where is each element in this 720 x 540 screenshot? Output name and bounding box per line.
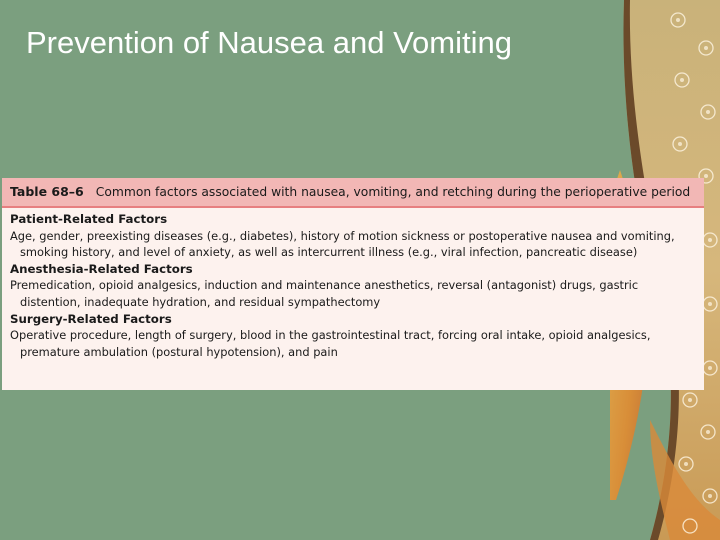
section-text-anesthesia: Premedication, opioid analgesics, induction and maintenance anesthetics, reversal (antagonist) drugs, gastric distention, inadequate hydration, and residual sympathectomy [10,278,639,309]
table-caption: Common factors associated with nausea, vomiting, and retching during the perioperative period [95,184,691,199]
section-heading-anesthesia: Anesthesia-Related Factors [10,261,193,276]
slide-title: Prevention of Nausea and Vomiting [26,25,512,60]
table-header [2,178,704,208]
section-heading-patient: Patient-Related Factors [10,212,168,226]
section-text-patient: Age, gender, preexisting diseases (e.g., diabetes), history of motion sickness or postoperative nausea and vomiting, smoking history, and level of anxiety, as well as intercurrent illness (e.g., viral infection, pancreatic disease) [10,228,675,260]
table-body [2,208,704,360]
table-number: Table 68–6 [10,183,84,199]
section-text-surgery: Operative procedure, length of surgery, blood in the gastrointestinal tract, forcing oral intake, opioid analgesics, premature ambulation (postural hypotension), and pain [10,328,651,359]
factors-table [2,178,704,390]
section-heading-surgery: Surgery-Related Factors [10,311,172,326]
